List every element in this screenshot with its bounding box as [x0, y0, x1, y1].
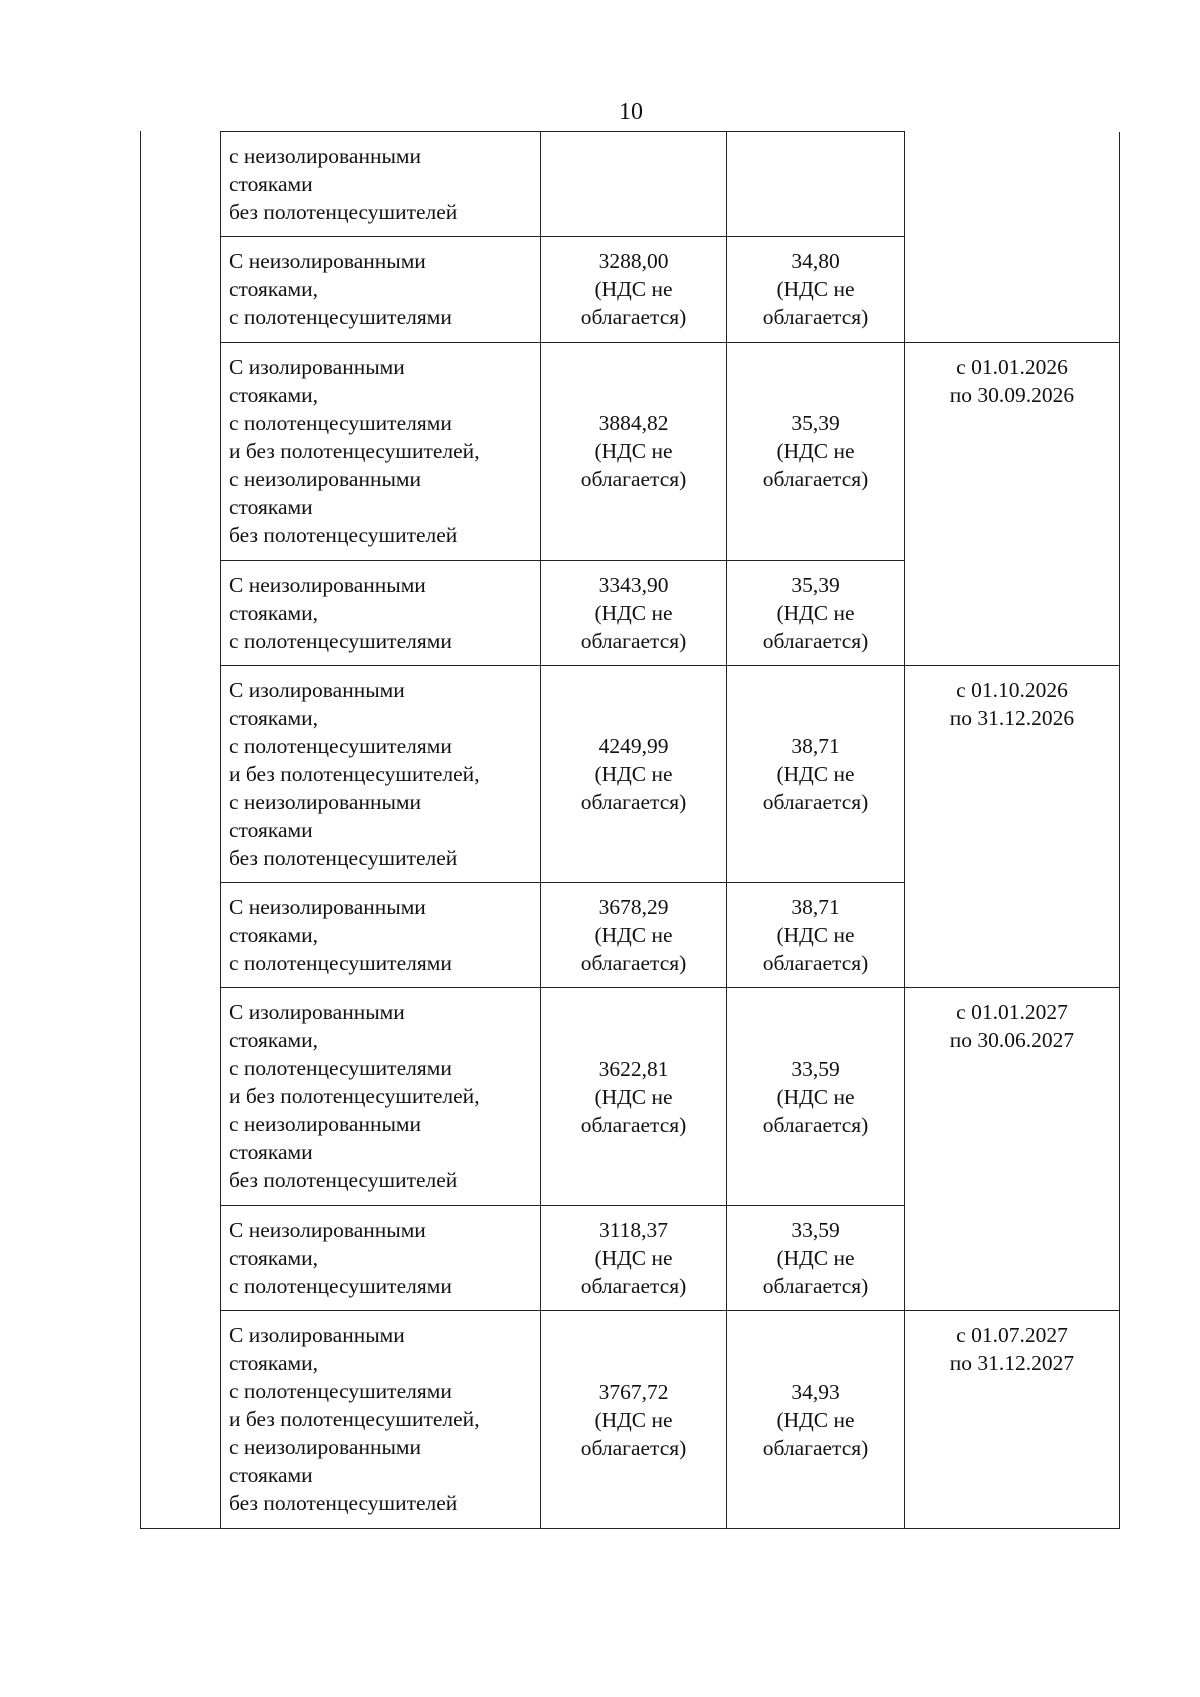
- vat-note: (НДС не: [776, 923, 855, 948]
- validity-period: с 01.01.2026 по 30.09.2026: [905, 342, 1120, 665]
- vat-note: (НДС не: [776, 600, 855, 625]
- vat-note: облагается): [762, 1435, 869, 1460]
- row-description: С неизолированными стояками, с полотенцесушителями: [221, 1206, 541, 1311]
- vat-note: облагается): [762, 1112, 869, 1137]
- table-row: [221, 342, 1120, 560]
- unit-price-value: 34,80: [791, 248, 840, 273]
- page-number: 10: [619, 99, 643, 125]
- validity-period: с 01.10.2026 по 31.12.2026: [905, 665, 1120, 988]
- unit-price-value: 35,39: [791, 411, 840, 436]
- vat-note: (НДС не: [594, 276, 673, 301]
- vat-note: (НДС не: [776, 1084, 855, 1109]
- unit-price-value: 33,59: [791, 1218, 840, 1243]
- row-description: С изолированными стояками, с полотенцесушителями и без полотенцесушителей, с неизолированными стояками без полотенцесушителей: [221, 988, 541, 1206]
- tariff-table-body: [221, 132, 1120, 1529]
- price-cell: [541, 883, 727, 988]
- row-description: С неизолированными стояками, с полотенцесушителями: [221, 560, 541, 665]
- vat-note: облагается): [580, 304, 687, 329]
- table-row: [221, 1311, 1120, 1529]
- vat-note: (НДС не: [594, 439, 673, 464]
- row-description: С неизолированными стояками, с полотенцесушителями: [221, 883, 541, 988]
- vat-note: облагается): [580, 628, 687, 653]
- price-cell: [541, 1206, 727, 1311]
- unit-price-value: 38,71: [791, 733, 840, 758]
- vat-note: (НДС не: [594, 1246, 673, 1271]
- vat-note: облагается): [762, 467, 869, 492]
- vat-note: (НДС не: [594, 761, 673, 786]
- row-description: С изолированными стояками, с полотенцесушителями и без полотенцесушителей, с неизолированными стояками без полотенцесушителей: [221, 342, 541, 560]
- tariff-table: [220, 131, 1120, 1529]
- vat-note: (НДС не: [776, 1407, 855, 1432]
- vat-note: (НДС не: [776, 439, 855, 464]
- unit-price-cell: [727, 560, 905, 665]
- vat-note: облагается): [580, 1274, 687, 1299]
- price-value: 4249,99: [598, 733, 669, 758]
- vat-note: облагается): [580, 1435, 687, 1460]
- price-cell: [541, 132, 727, 237]
- unit-price-value: 35,39: [791, 572, 840, 597]
- price-value: 3622,81: [598, 1056, 669, 1081]
- price-cell: [541, 560, 727, 665]
- vat-note: (НДС не: [776, 1246, 855, 1271]
- price-value: 3118,37: [598, 1218, 669, 1243]
- unit-price-value: 33,59: [791, 1056, 840, 1081]
- row-description: С неизолированными стояками, с полотенцесушителями: [221, 236, 541, 342]
- table-row: [221, 132, 1120, 237]
- vat-note: облагается): [580, 467, 687, 492]
- vat-note: облагается): [762, 1274, 869, 1299]
- price-cell: [541, 236, 727, 342]
- row-description: с неизолированными стояками без полотенцесушителей: [221, 132, 541, 237]
- price-cell: [541, 665, 727, 883]
- price-value: 3678,29: [598, 895, 669, 920]
- unit-price-cell: [727, 988, 905, 1206]
- vat-note: (НДС не: [776, 276, 855, 301]
- unit-price-cell: [727, 665, 905, 883]
- validity-period: с 01.01.2027 по 30.06.2027: [905, 988, 1120, 1311]
- unit-price-cell: [727, 342, 905, 560]
- vat-note: облагается): [762, 628, 869, 653]
- unit-price-cell: [727, 132, 905, 237]
- vat-note: (НДС не: [776, 761, 855, 786]
- table-row: [221, 988, 1120, 1206]
- validity-period: с 01.07.2027 по 31.12.2027: [905, 1311, 1120, 1529]
- vat-note: облагается): [580, 1112, 687, 1137]
- price-cell: [541, 988, 727, 1206]
- price-cell: [541, 1311, 727, 1529]
- unit-price-cell: [727, 236, 905, 342]
- unit-price-cell: [727, 1206, 905, 1311]
- vat-note: (НДС не: [594, 1407, 673, 1432]
- row-description: С изолированными стояками, с полотенцесушителями и без полотенцесушителей, с неизолированными стояками без полотенцесушителей: [221, 1311, 541, 1529]
- price-cell: [541, 342, 727, 560]
- price-value: 3288,00: [598, 248, 669, 273]
- price-value: 3884,82: [598, 411, 669, 436]
- row-description: С изолированными стояками, с полотенцесушителями и без полотенцесушителей, с неизолированными стояками без полотенцесушителей: [221, 665, 541, 883]
- unit-price-cell: [727, 1311, 905, 1529]
- vat-note: (НДС не: [594, 1084, 673, 1109]
- price-value: 3767,72: [598, 1379, 669, 1404]
- table-row: [221, 665, 1120, 883]
- vat-note: (НДС не: [594, 923, 673, 948]
- vat-note: (НДС не: [594, 600, 673, 625]
- unit-price-value: 38,71: [791, 895, 840, 920]
- price-value: 3343,90: [598, 572, 669, 597]
- unit-price-value: 34,93: [791, 1379, 840, 1404]
- vat-note: облагается): [580, 789, 687, 814]
- unit-price-cell: [727, 883, 905, 988]
- vat-note: облагается): [762, 304, 869, 329]
- vat-note: облагается): [762, 951, 869, 976]
- vat-note: облагается): [762, 789, 869, 814]
- vat-note: облагается): [580, 951, 687, 976]
- validity-period: [905, 132, 1120, 343]
